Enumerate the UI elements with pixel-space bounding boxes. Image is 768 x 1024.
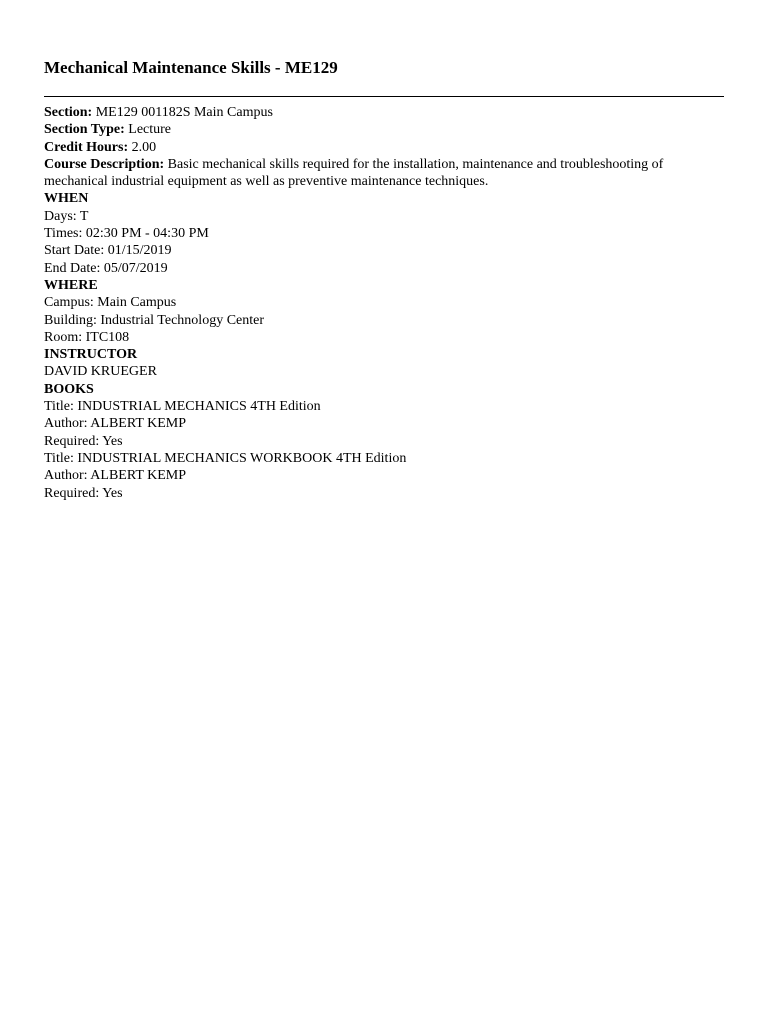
end-date-text: End Date: 05/07/2019 — [44, 260, 168, 276]
when-heading: WHEN — [44, 191, 89, 207]
instructor-name: DAVID KRUEGER — [44, 364, 157, 380]
campus-text: Campus: Main Campus — [44, 295, 177, 311]
days-text: Days: T — [44, 208, 89, 224]
course-description-label: Course Description: — [44, 156, 165, 172]
section-type-value: Lecture — [128, 122, 172, 138]
credit-hours-value: 2.00 — [131, 139, 157, 155]
books-heading: BOOKS — [44, 381, 94, 397]
where-heading: WHERE — [44, 277, 98, 293]
room-text: Room: ITC108 — [44, 329, 130, 345]
start-date-text: Start Date: 01/15/2019 — [44, 243, 172, 259]
section-value: ME129 001182S Main Campus — [95, 105, 273, 120]
section-row — [44, 104, 724, 121]
building-text: Building: Industrial Technology Center — [44, 312, 265, 328]
section-label: Section: — [44, 105, 93, 120]
title-divider — [44, 96, 724, 97]
credit-hours-label: Credit Hours: — [44, 139, 129, 155]
course-details — [44, 104, 724, 502]
course-description-value: Basic mechanical skills required for the installation, maintenance and troubleshooting of mechanical industrial equipment as well as preventive maintenance techniques. — [44, 156, 664, 190]
book-required: Required: Yes — [44, 485, 123, 501]
book-required: Required: Yes — [44, 433, 123, 449]
book-author: Author: ALBERT KEMP — [44, 468, 187, 484]
section-type-row — [44, 121, 724, 138]
credit-hours-row — [44, 139, 724, 156]
page-title: Mechanical Maintenance Skills - ME129 — [44, 58, 338, 77]
book-title: Title: INDUSTRIAL MECHANICS 4TH Edition — [44, 399, 321, 415]
section-type-label: Section Type: — [44, 122, 125, 138]
book-author: Author: ALBERT KEMP — [44, 416, 187, 432]
times-text: Times: 02:30 PM - 04:30 PM — [44, 226, 209, 242]
instructor-heading: INSTRUCTOR — [44, 347, 138, 363]
book-title: Title: INDUSTRIAL MECHANICS WORKBOOK 4TH Edition — [44, 450, 407, 466]
course-description-row — [44, 156, 724, 191]
